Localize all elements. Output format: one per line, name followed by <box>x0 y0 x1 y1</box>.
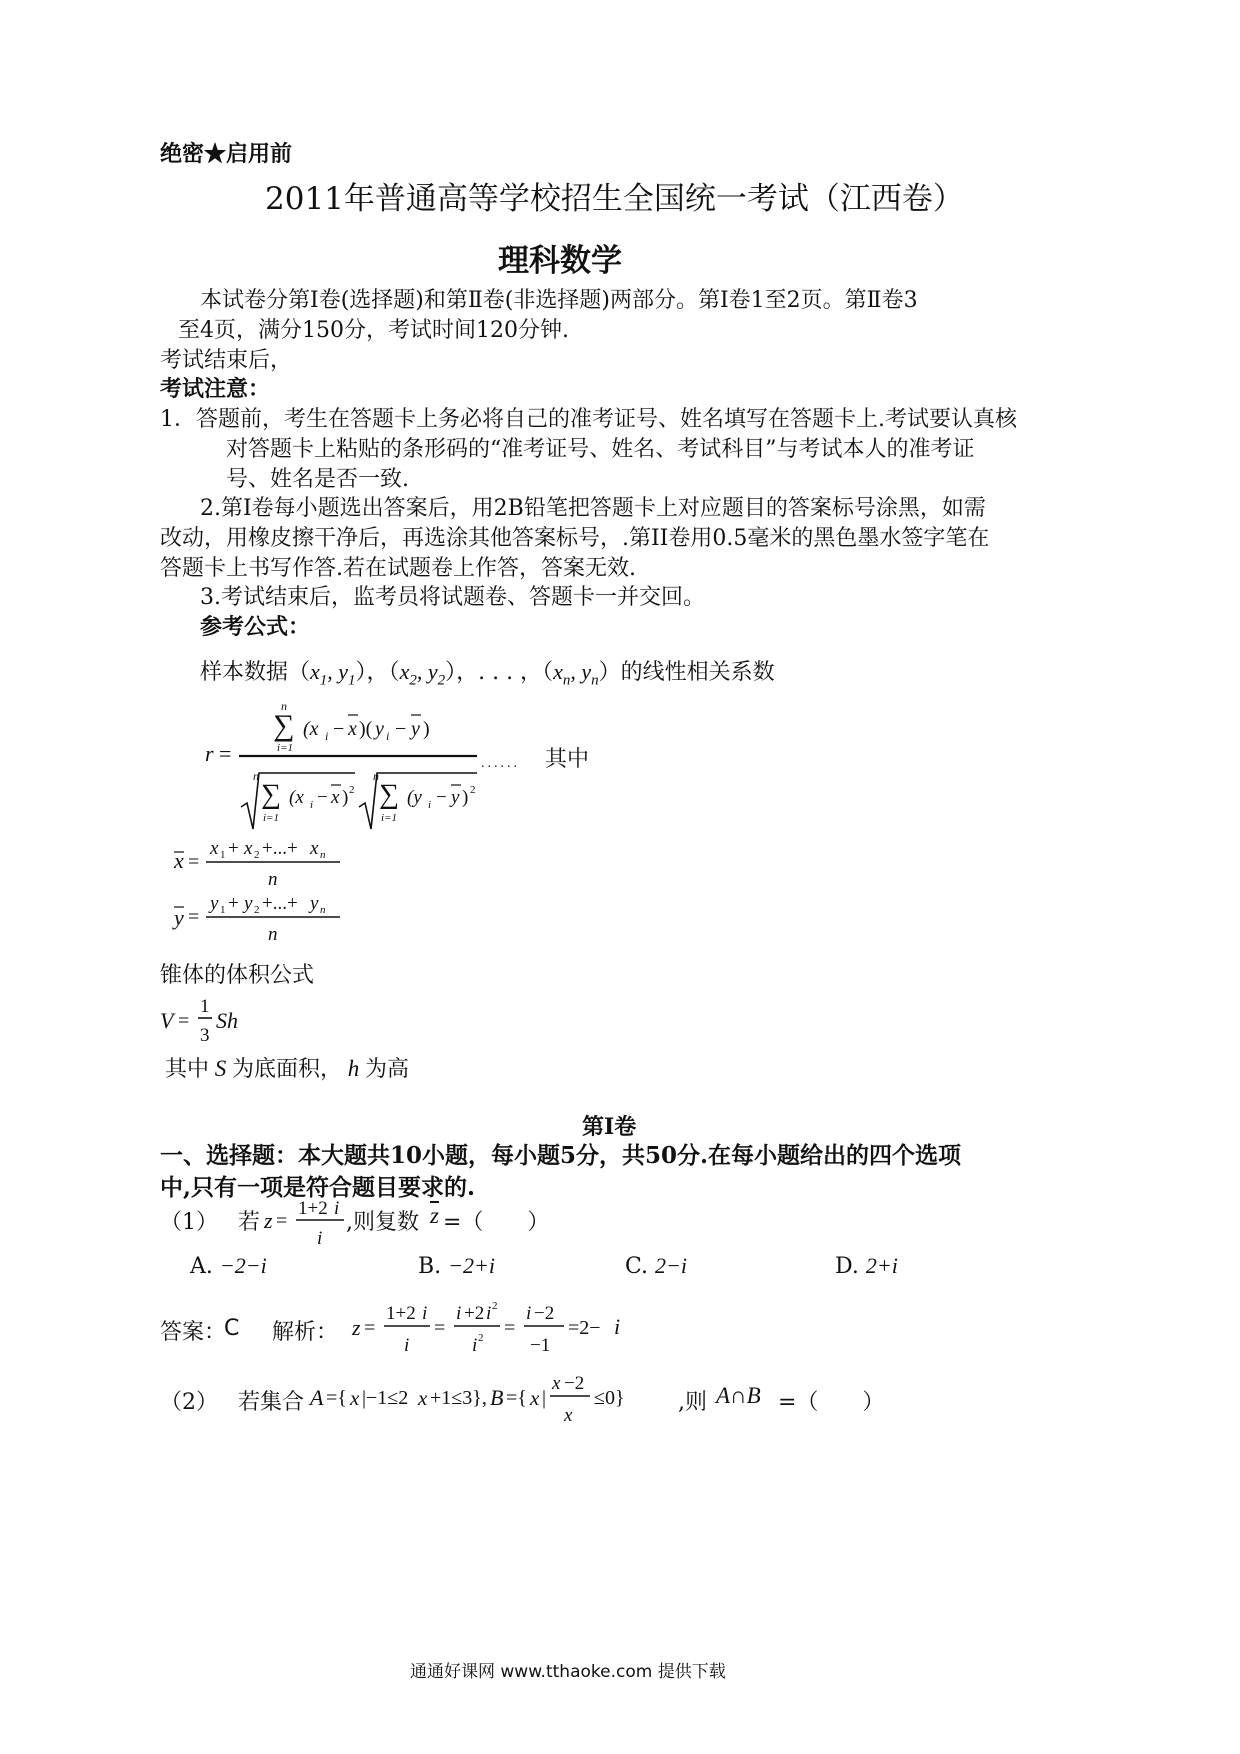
notice-item-1-line-1: 1．答题前，考生在答题卡上务必将自己的准考证号、姓名填写在答题卡上.考试要认真核 <box>160 407 1017 432</box>
cone-note-3: 为高 <box>365 1057 410 1082</box>
section-1-title: 第Ⅰ卷 <box>582 1114 637 1140</box>
svg-text:......: ...... <box>481 756 520 771</box>
svg-text:y: y <box>174 905 184 930</box>
formulas-heading: 参考公式： <box>200 614 311 640</box>
q1-answer-label: 答案： <box>160 1320 227 1345</box>
svg-text:+...+: +...+ <box>262 838 298 859</box>
q1-option-b-label: B. <box>418 1254 442 1279</box>
svg-text:i: i <box>472 1335 478 1356</box>
notice-item-2-line-1: 2.第Ⅰ卷每小题选出答案后，用2B铅笔把答题卡上对应题目的答案标号涂黑，如需 <box>200 496 986 521</box>
svg-text:n: n <box>373 769 379 783</box>
footer-text: 通通好课网 www.tthaoke.com 提供下载 <box>410 1662 726 1682</box>
svg-text:x: x <box>564 1405 573 1426</box>
q2-intersection-formula: A∩B <box>716 1383 761 1408</box>
cone-note-1: 其中 <box>165 1057 210 1082</box>
q1-option-c-label: C. <box>625 1254 649 1279</box>
q1-option-d-label: D. <box>835 1254 859 1279</box>
notice-item-2-line-2: 改动，用橡皮擦干净后，再选涂其他答案标号，.第II卷用0.5毫米的黑色墨水签字笔在 <box>160 526 990 551</box>
svg-text:i: i <box>422 1303 428 1324</box>
svg-text:Sh: Sh <box>216 1008 238 1033</box>
svg-text:x: x <box>552 1373 561 1394</box>
svg-text:r: r <box>205 741 214 766</box>
q1-option-b-formula: −2+i <box>448 1253 495 1278</box>
svg-text:(x: (x <box>289 787 304 808</box>
confidential-mark: 绝密★启用前 <box>160 141 293 167</box>
notice-item-2-line-3: 答题卡上书写作答.若在试题卷上作答，答案无效. <box>160 556 636 581</box>
q1-z-formula <box>262 1192 352 1252</box>
svg-text:x: x <box>310 838 319 859</box>
svg-text:−2: −2 <box>564 1373 585 1394</box>
q1-answer: C <box>224 1316 240 1341</box>
svg-text:=: = <box>504 1317 516 1339</box>
svg-text:z: z <box>352 1315 361 1340</box>
svg-text:y: y <box>375 718 384 740</box>
svg-text:≤0}: ≤0} <box>594 1387 625 1409</box>
svg-text:i: i <box>486 1303 492 1324</box>
intro-line-1: 本试卷分第Ⅰ卷(选择题)和第Ⅱ卷(非选择题)两部分。第Ⅰ卷1至2页。第Ⅱ卷3 <box>200 288 918 313</box>
svg-text:+: + <box>228 838 239 859</box>
svg-text:i: i <box>334 1198 340 1219</box>
q1-option-a-formula: −2−i <box>219 1253 267 1278</box>
section-1-instruction-line-1: 一、选择题：本大题共10小题，每小题5分，共50分.在每小题给出的四个选项 <box>160 1142 962 1169</box>
svg-text:+...+: +...+ <box>262 893 298 914</box>
cone-note: 其中 S 为底面积， h 为高 <box>165 1056 410 1082</box>
q1-option-a[interactable] <box>190 1253 267 1279</box>
svg-text:1: 1 <box>200 996 210 1017</box>
svg-text:=: = <box>276 1210 288 1232</box>
svg-text:x: x <box>210 838 219 859</box>
svg-text:(x: (x <box>303 718 319 740</box>
svg-text:−1: −1 <box>530 1335 551 1356</box>
q1-stem-c: =（ ） <box>443 1210 550 1235</box>
svg-text:={: ={ <box>506 1387 527 1409</box>
q1-number: （1） <box>160 1210 218 1235</box>
svg-text:−: − <box>436 787 447 808</box>
intro-line-2: 至4页，满分150分，考试时间120分钟. <box>178 318 569 343</box>
svg-text:y: y <box>451 787 460 808</box>
notice-item-1-line-3: 号、姓名是否一致. <box>226 467 409 492</box>
svg-text:y: y <box>411 718 420 740</box>
svg-text:x: x <box>350 1386 360 1410</box>
svg-text:i: i <box>317 1228 323 1249</box>
subject-title: 理科数学 <box>498 243 622 279</box>
svg-text:x: x <box>348 718 357 740</box>
svg-text:x: x <box>418 1386 428 1410</box>
svg-text:+1≤3},: +1≤3}, <box>430 1387 487 1409</box>
svg-text:i: i <box>386 729 390 743</box>
svg-text:∑: ∑ <box>261 779 281 810</box>
svg-text:−: − <box>333 718 345 740</box>
svg-text:1+2: 1+2 <box>386 1303 416 1324</box>
svg-text:2: 2 <box>478 1332 484 1344</box>
q1-option-c[interactable] <box>625 1253 687 1279</box>
svg-text:B: B <box>490 1385 504 1410</box>
q1-option-a-label: A. <box>190 1254 213 1279</box>
intro-line-3: 考试结束后， <box>160 348 293 373</box>
svg-text:i: i <box>404 1335 410 1356</box>
svg-text:x: x <box>530 1386 540 1410</box>
q2-number: （2） <box>160 1390 218 1415</box>
notice-item-1-line-2: 对答题卡上粘贴的条形码的“准考证号、姓名、考试科目”与考试本人的准考证 <box>226 437 975 462</box>
svg-text:)(: )( <box>359 718 373 740</box>
sample-data-line: 样本数据（$x_1$, $y_1$），（$x_2$, $y_2$），. . . ，（$x_n$, $y_n$）的线性相关系数 <box>200 659 775 689</box>
svg-text:i: i <box>614 1314 621 1339</box>
svg-text:n: n <box>320 849 326 861</box>
section-1-instruction-line-2: 中,只有一项是符合题目要求的. <box>160 1174 476 1201</box>
svg-text:A: A <box>310 1385 324 1410</box>
q1-option-d-formula: 2+i <box>865 1253 898 1278</box>
svg-text:z: z <box>264 1208 273 1233</box>
mean-formulas <box>168 830 388 950</box>
svg-text:1+2: 1+2 <box>298 1198 328 1219</box>
svg-text:∑: ∑ <box>273 709 295 742</box>
q1-option-b[interactable] <box>418 1253 495 1279</box>
svg-text:=: = <box>364 1317 376 1339</box>
svg-text:n: n <box>268 869 278 890</box>
notice-heading: 考试注意： <box>160 376 271 402</box>
svg-text:i: i <box>428 799 432 811</box>
q1-stem-b: ,则复数 <box>346 1210 419 1235</box>
sample-suffix: ）的线性相关系数 <box>598 660 775 685</box>
svg-text:+: + <box>228 893 239 914</box>
sample-points-formula: $x_1$, $y_1$ <box>310 659 356 689</box>
cone-volume-label: 锥体的体积公式 <box>160 963 315 988</box>
svg-text:n: n <box>320 904 326 916</box>
svg-text:=: = <box>219 741 232 766</box>
svg-text:i: i <box>526 1303 532 1324</box>
svg-text:i=1: i=1 <box>277 742 293 754</box>
svg-text:|: | <box>542 1387 547 1409</box>
svg-text:={: ={ <box>326 1387 347 1409</box>
svg-text:n: n <box>268 924 278 945</box>
svg-text:+2: +2 <box>464 1303 485 1324</box>
q2-stem-b: ,则 <box>678 1390 707 1415</box>
svg-text:i: i <box>310 799 314 811</box>
svg-text:=: = <box>188 906 200 928</box>
svg-text:=: = <box>434 1317 446 1339</box>
svg-text:x: x <box>244 838 253 859</box>
svg-text:): ) <box>423 718 430 740</box>
q1-stem-a: 若 <box>238 1210 261 1235</box>
sample-prefix: 样本数据（ <box>200 660 311 685</box>
svg-text:1: 1 <box>220 904 226 916</box>
q2-stem-c: =（ ） <box>778 1390 885 1415</box>
svg-text:|−1≤2: |−1≤2 <box>362 1387 409 1409</box>
q1-analysis-formula <box>350 1295 650 1361</box>
svg-text:2: 2 <box>492 1300 498 1312</box>
svg-text:2: 2 <box>349 784 355 796</box>
q2-stem-a: 若集合 <box>238 1390 305 1415</box>
svg-text:=2−: =2− <box>568 1317 601 1339</box>
q1-option-c-formula: 2−i <box>655 1253 688 1278</box>
notice-item-3: 3.考试结束后，监考员将试题卷、答题卡一并交回。 <box>200 585 705 610</box>
svg-text:y: y <box>210 893 219 914</box>
svg-text:i=1: i=1 <box>263 812 279 824</box>
svg-text:i: i <box>456 1303 462 1324</box>
svg-text:V: V <box>160 1008 174 1033</box>
q1-option-d[interactable] <box>835 1253 898 1279</box>
svg-text:−: − <box>395 718 407 740</box>
svg-text:2: 2 <box>470 784 476 796</box>
svg-text:i=1: i=1 <box>381 812 397 824</box>
svg-text:=: = <box>188 851 200 873</box>
svg-text:n: n <box>281 699 287 713</box>
svg-text:i: i <box>325 729 329 743</box>
svg-text:): ) <box>342 787 349 808</box>
svg-text:n: n <box>253 769 259 783</box>
svg-text:−: − <box>317 787 328 808</box>
exam-title: 2011年普通高等学校招生全国统一考试（江西卷） <box>265 181 964 217</box>
q1-analysis-label: 解析： <box>272 1320 339 1345</box>
cone-note-2: 为底面积， <box>232 1057 343 1082</box>
svg-text:2: 2 <box>254 849 260 861</box>
svg-text:x: x <box>174 848 184 873</box>
svg-text:1: 1 <box>220 849 226 861</box>
q1-z-conjugate: $\overline{z}$ <box>430 1203 439 1228</box>
q2-sets-formula <box>308 1365 688 1431</box>
svg-text:2: 2 <box>254 904 260 916</box>
svg-text:=: = <box>178 1010 190 1032</box>
sample-point-2: $x_2$, $y_2$ <box>399 659 446 689</box>
svg-text:): ) <box>462 787 469 808</box>
sample-point-n: $x_n$, $y_n$ <box>553 659 599 689</box>
svg-text:y: y <box>244 893 253 914</box>
svg-text:−2: −2 <box>534 1303 555 1324</box>
svg-text:∑: ∑ <box>379 779 399 810</box>
svg-text:y: y <box>310 893 319 914</box>
svg-text:x: x <box>331 787 340 808</box>
where-label: 其中 <box>545 747 590 772</box>
cone-volume-formula <box>158 990 268 1050</box>
svg-text:3: 3 <box>200 1025 210 1046</box>
svg-text:(y: (y <box>407 787 422 808</box>
